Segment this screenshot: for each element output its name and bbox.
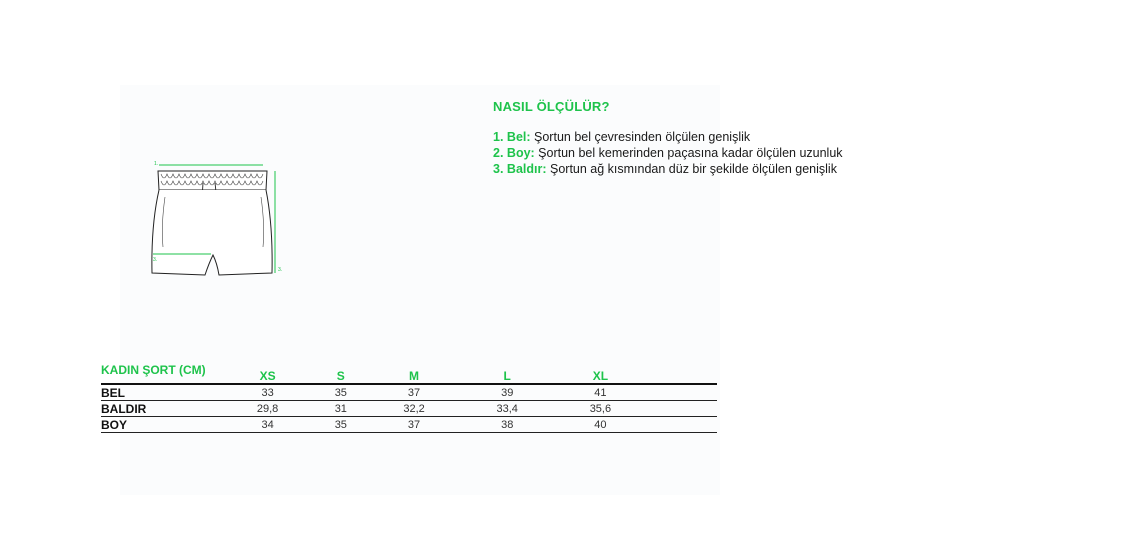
table-cell: 41 <box>554 384 647 401</box>
item-number: 1. <box>493 130 504 144</box>
table-row <box>101 401 717 417</box>
size-header: XS <box>221 363 314 384</box>
table-cell: 39 <box>461 384 554 401</box>
measure-item-boy <box>493 145 1053 161</box>
item-number: 3. <box>493 162 504 176</box>
how-to-measure-title: NASIL ÖLÇÜLÜR? <box>493 99 610 114</box>
table-cell: 33 <box>221 384 314 401</box>
table-header-row <box>101 363 717 384</box>
row-label: BALDIR <box>101 401 221 417</box>
measure-item-bel <box>493 129 1053 145</box>
table-cell: 34 <box>221 417 314 433</box>
row-label: BEL <box>101 384 221 401</box>
spacer-cell <box>647 363 717 384</box>
item-term: Boy: <box>506 146 535 160</box>
measure-list <box>493 129 1053 177</box>
table-cell: 35 <box>314 417 367 433</box>
item-term: Bel: <box>506 130 531 144</box>
table-cell: 35 <box>314 384 367 401</box>
table-cell: 35,6 <box>554 401 647 417</box>
spacer-cell <box>647 384 717 401</box>
item-text: Şortun bel çevresinden ölçülen genişlik <box>530 130 751 144</box>
table-cell: 32,2 <box>367 401 460 417</box>
item-text: Şortun ağ kısmından düz bir şekilde ölçülen genişlik <box>546 162 837 176</box>
table-title: KADIN ŞORT (CM) <box>101 363 221 384</box>
baldir-marker: 3. <box>153 257 158 263</box>
bel-marker: 1. <box>154 161 159 167</box>
spacer-cell <box>647 417 717 433</box>
table-cell: 37 <box>367 417 460 433</box>
table-cell: 33,4 <box>461 401 554 417</box>
how-to-measure <box>493 99 1053 177</box>
row-label: BOY <box>101 417 221 433</box>
table-cell: 29,8 <box>221 401 314 417</box>
size-header: L <box>461 363 554 384</box>
shorts-outline-icon <box>145 155 295 285</box>
size-table <box>101 363 717 433</box>
table-cell: 40 <box>554 417 647 433</box>
table-row <box>101 384 717 401</box>
table-cell: 37 <box>367 384 460 401</box>
table-row <box>101 417 717 433</box>
item-text: Şortun bel kemerinden paçasına kadar ölçülen uzunluk <box>534 146 843 160</box>
measure-item-baldir <box>493 161 1053 177</box>
table-cell: 38 <box>461 417 554 433</box>
spacer-cell <box>647 401 717 417</box>
size-header: S <box>314 363 367 384</box>
item-term: Baldır: <box>506 162 547 176</box>
size-header: M <box>367 363 460 384</box>
table-cell: 31 <box>314 401 367 417</box>
size-header: XL <box>554 363 647 384</box>
boy-marker: 3. <box>278 267 283 273</box>
item-number: 2. <box>493 146 504 160</box>
